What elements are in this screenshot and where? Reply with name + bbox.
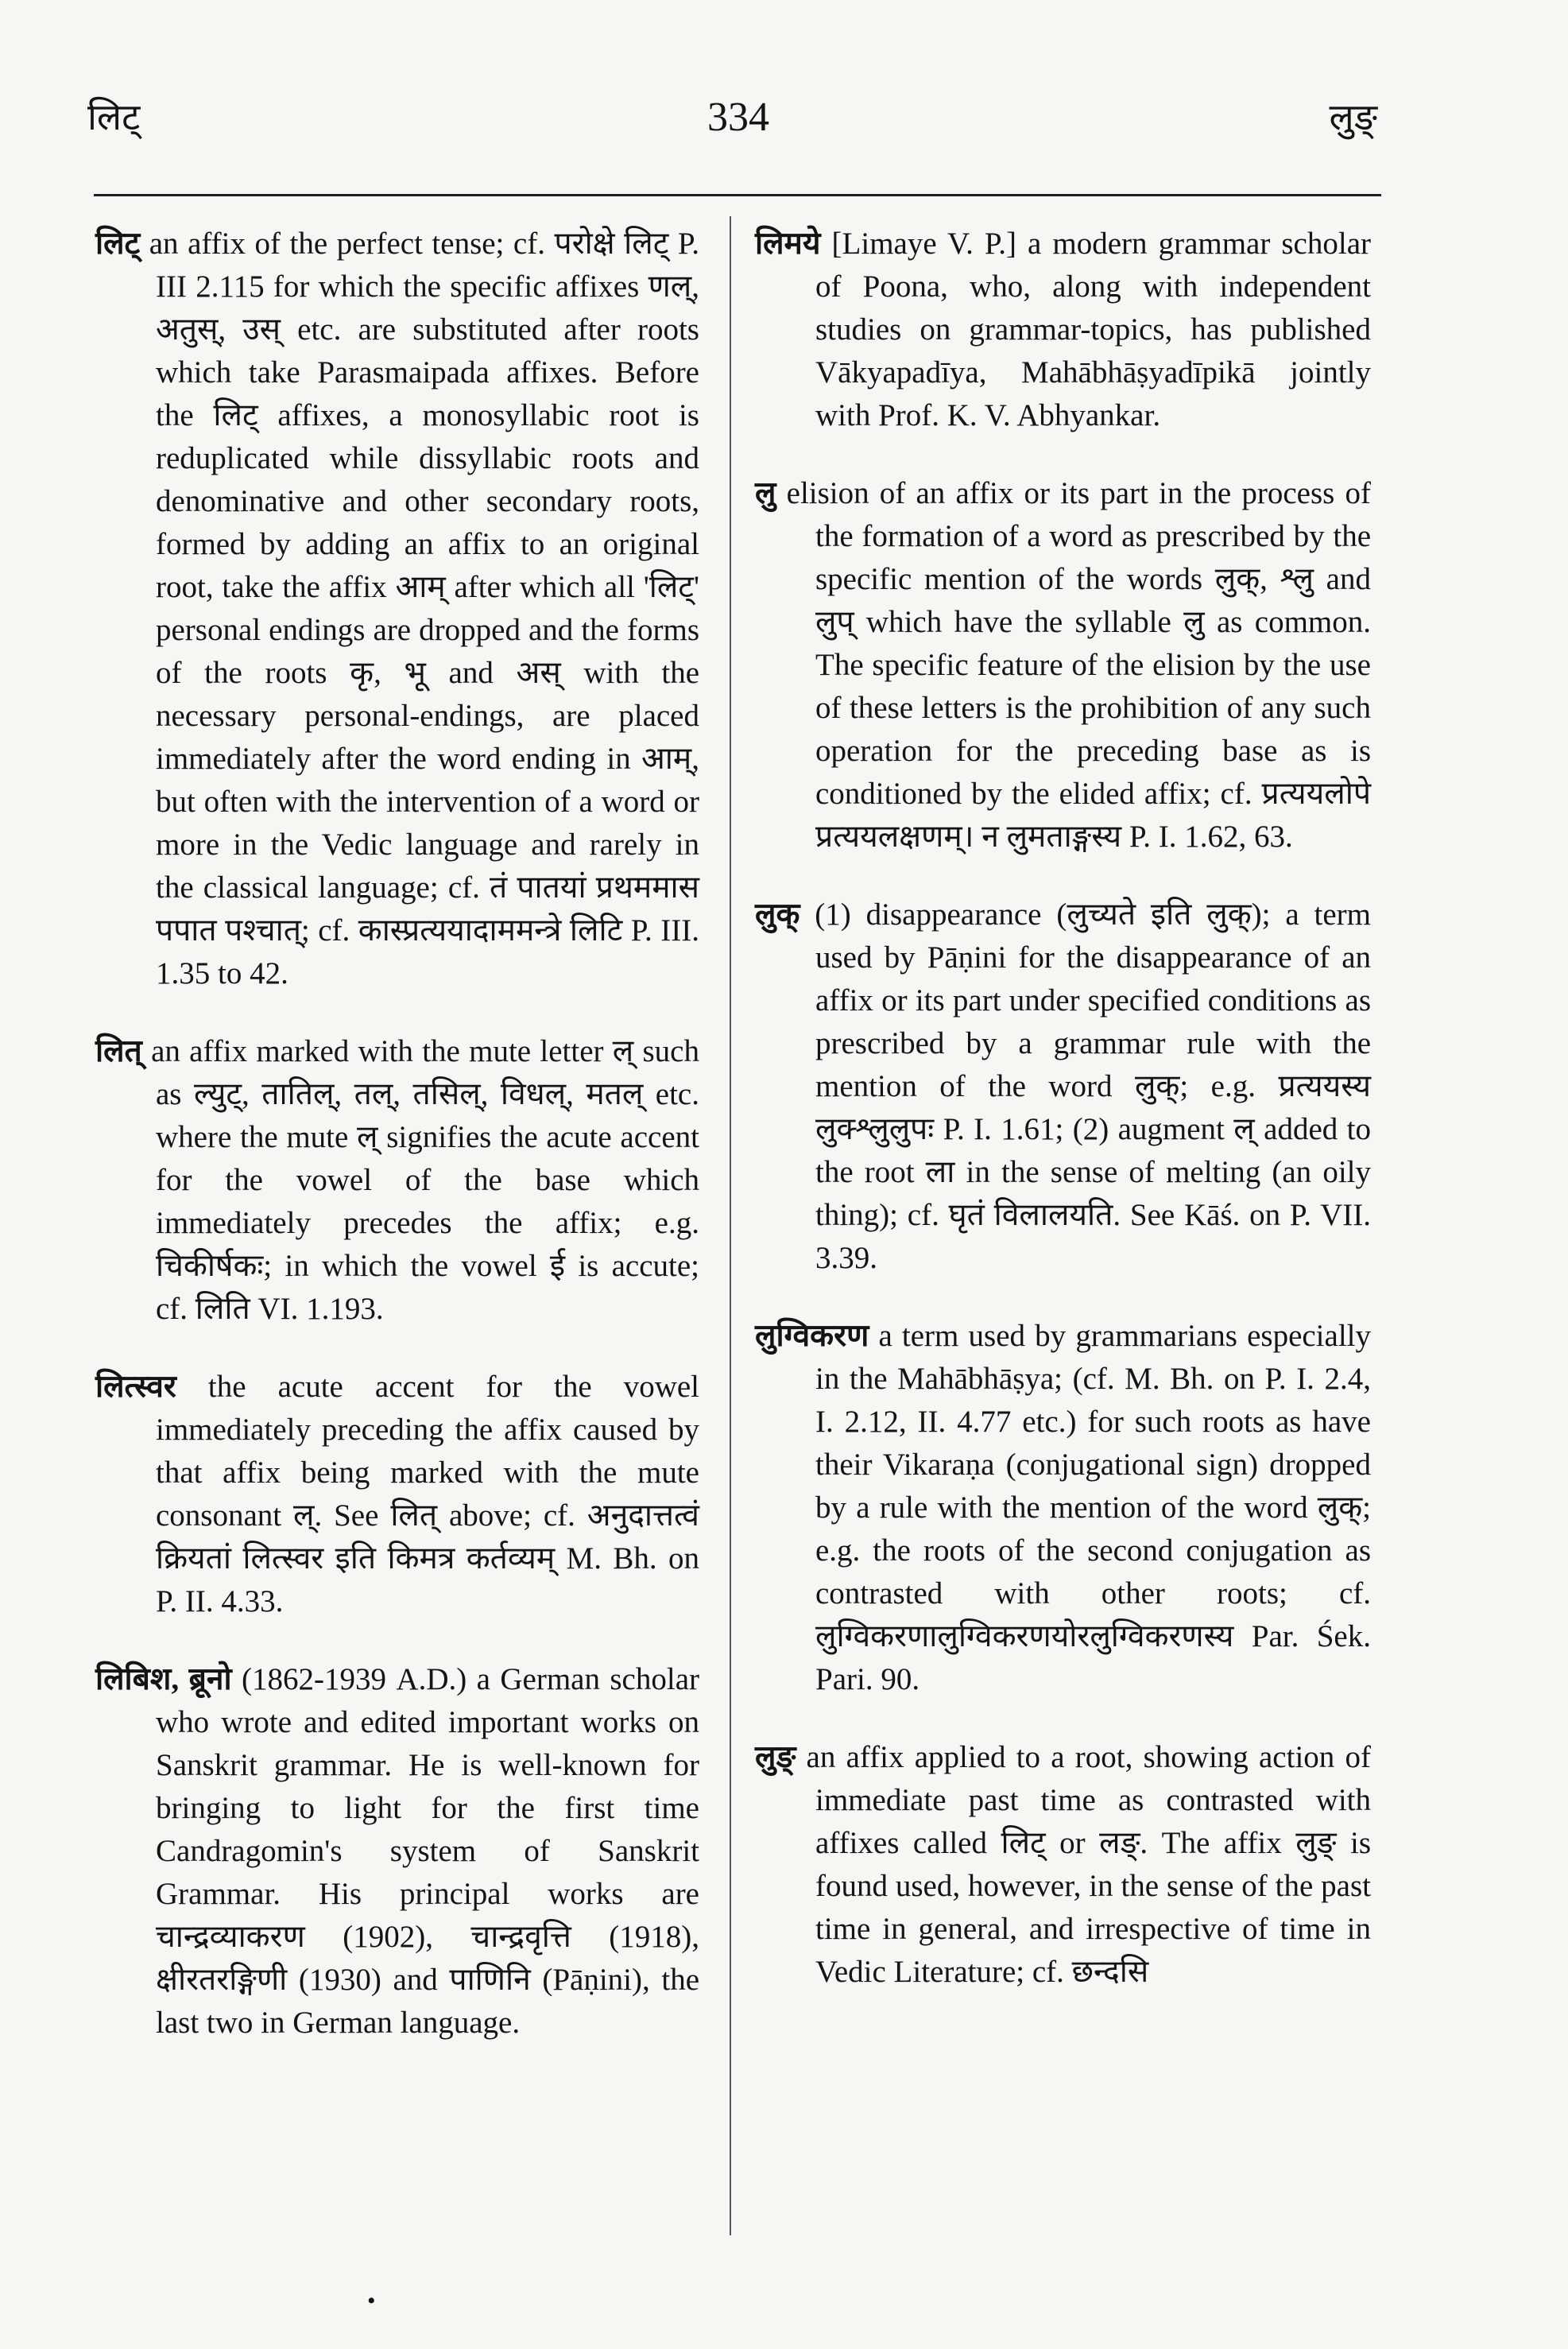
- dictionary-entry: [95, 1658, 699, 2045]
- entry-definition: the acute accent for the vowel immediately preceding the affix caused by that affix being marked with the mute consonant ल्. See लित् above; cf. अनुदात्तत्वं क्रियतां लित्स्वर इति किमत्र कर्तव्यम् M. Bh. on P. II. 4.33.: [156, 1370, 700, 1618]
- entry-definition: elision of an affix or its part in the process of the formation of a word as prescribed by the specific mention of the words लुक्, श्लु and लुप् which have the syllable लु as common. The specific feature of the elision by the use of these letters is the prohibition of any such operation for the preceding base as is conditioned by the elided affix; cf. प्रत्ययलोपे प्रत्ययलक्षणम्। न लुमताङ्गस्य P. I. 1.62, 63.: [786, 476, 1372, 854]
- entry-headword: लुक्: [755, 897, 800, 932]
- right-column: [755, 223, 1371, 2029]
- dictionary-entry: [755, 472, 1371, 859]
- left-guide-word: लिट्: [87, 97, 141, 138]
- entry-headword: लुग्विकरण: [755, 1319, 869, 1353]
- dictionary-entry: [755, 1315, 1371, 1701]
- dictionary-entry: [95, 1366, 699, 1623]
- entry-headword: लिबिश, ब्रूनो: [95, 1662, 232, 1696]
- dictionary-entry: [755, 1736, 1371, 1994]
- entry-definition: (1862-1939 A.D.) a German scholar who wrote and edited important works on Sanskrit grammar. He is well-known for bringing to light for the first time Candragomin's system of Sanskrit Grammar. His principal works are चान्द्रव्याकरण (1902), चान्द्रवृत्ति (1918), क्षीरतरङ्गिणी (1930) and पाणिनि (Pāṇini), the last two in German language.: [156, 1662, 699, 2040]
- entry-definition: (1) disappearance (लुच्यते इति लुक्); a term used by Pāṇini for the disappearance of an affix or its part under specified conditions as prescribed by a grammar rule with the mention of the word लुक्; e.g. प्रत्ययस्य लुक्श्लुलुपः P. I. 1.61; (2) augment ल् added to the root ला in the sense of melting (an oily thing); cf. घृतं विलालयति. See Kāś. on P. VII. 3.39.: [815, 897, 1371, 1275]
- entry-definition: [Limaye V. P.] a modern grammar scholar of Poona, who, along with independent studies on grammar-topics, has published Vākyapadīya, Mahābhāṣyadīpikā jointly with Prof. K. V. Abhyankar.: [815, 227, 1372, 432]
- entry-headword: लित्: [95, 1034, 142, 1068]
- entry-headword: लित्स्वर: [95, 1370, 176, 1404]
- entry-definition: a term used by grammarians especially in the Mahābhāṣya; (cf. M. Bh. on P. I. 2.4, I. 2.12, II. 4.77 etc.) for such roots as have their Vikaraṇa (conjugational sign) dropped by a rule with the mention of the word लुक्; e.g. the roots of the second conjugation as contrasted with other roots; cf. लुग्विकरणालुग्विकरणयोरलुग्विकरणस्य Par. Śek. Pari. 90.: [815, 1319, 1371, 1696]
- dictionary-entry: [95, 223, 699, 995]
- entry-headword: लिट्: [95, 227, 141, 261]
- entry-headword: लिमये: [755, 227, 821, 261]
- entry-headword: लु: [755, 476, 776, 510]
- entry-definition: an affix applied to a root, showing action of immediate past time as contrasted with affixes called लिट् or लङ्. The affix लुङ् is found used, however, in the sense of the past time in general, and irrespective of time in Vedic Literature; cf. छन्दसि: [806, 1740, 1371, 1989]
- footer-mark: •: [367, 2288, 376, 2314]
- header-rule: [94, 194, 1381, 196]
- entry-definition: an affix marked with the mute letter ल् such as ल्युट्, तातिल्, तल्, तसिल्, विधल्, मतल् etc. where the mute ल् signifies the acute accent for the vowel of the base which immediately precedes the affix; e.g. चिकीर्षकः; in which the vowel ई is accute; cf. लिति VI. 1.193.: [151, 1034, 699, 1326]
- entry-definition: an affix of the perfect tense; cf. परोक्षे लिट् P. III 2.115 for which the specific affixes णल्, अतुस्, उस् etc. are substituted after roots which take Parasmaipada affixes. Before the लिट् affixes, a monosyllabic root is reduplicated while dissyllabic roots and denominative and other secondary roots, formed by adding an affix to an original root, take the affix आम् after which all 'लिट्' personal endings are dropped and the forms of the roots कृ, भू and अस् with the necessary personal-endings, are placed immediately after the word ending in आम्, but often with the intervention of a word or more in the Vedic language and rarely in the classical language; cf. तं पातयां प्रथममास पपात पश्चात्; cf. कास्प्रत्ययादाममन्त्रे लिटि P. III. 1.35 to 42.: [149, 227, 700, 990]
- dictionary-entry: [755, 893, 1371, 1280]
- column-divider: [730, 216, 731, 2235]
- dictionary-entry: [755, 223, 1371, 437]
- left-column: [95, 223, 699, 2080]
- dictionary-entry: [95, 1030, 699, 1331]
- entry-headword: लुङ्: [755, 1740, 796, 1774]
- right-guide-word: लुङ्: [1329, 97, 1377, 138]
- page-number: 334: [707, 95, 769, 140]
